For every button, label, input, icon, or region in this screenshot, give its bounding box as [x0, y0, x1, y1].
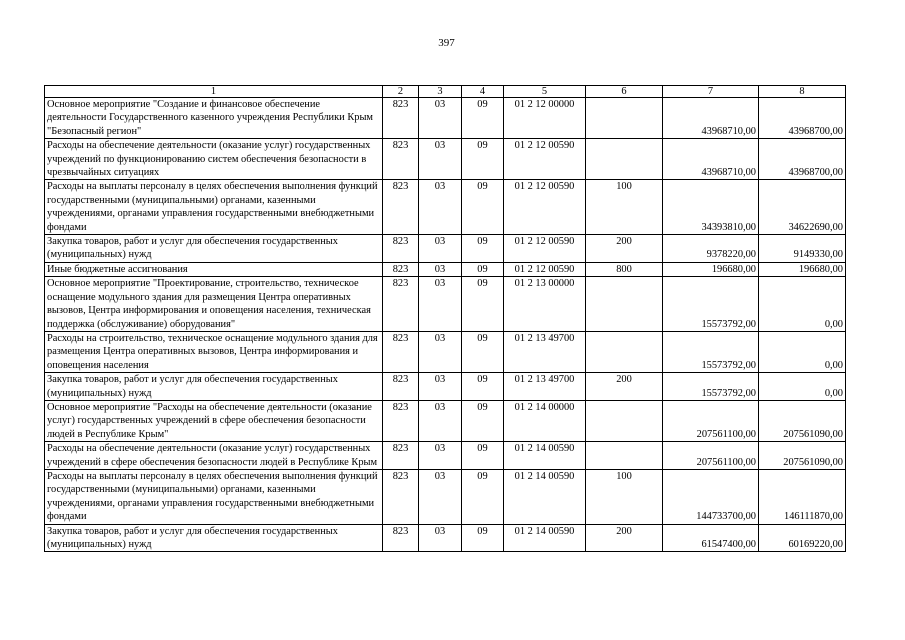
- row-name-cell: Закупка товаров, работ и услуг для обеспечения государственных (муниципальных) нужд: [45, 373, 383, 401]
- row-expense-type-cell: 200: [586, 235, 663, 263]
- table-row: [45, 235, 846, 263]
- row-amount-2-cell: 43968700,00: [759, 98, 846, 139]
- row-subsection-cell: 09: [462, 180, 504, 235]
- row-amount-2-cell: 207561090,00: [759, 442, 846, 470]
- header-cell: 3: [419, 86, 462, 98]
- row-ved-code-cell: 823: [383, 442, 419, 470]
- row-name-cell: Расходы на обеспечение деятельности (оказание услуг) государственных учреждений по функционированию систем обеспечения безопасности в чрезвычайных ситуациях: [45, 139, 383, 180]
- header-cell: 2: [383, 86, 419, 98]
- row-expense-type-cell: [586, 98, 663, 139]
- row-subsection-cell: 09: [462, 139, 504, 180]
- row-expense-type-cell: [586, 277, 663, 332]
- row-amount-1-cell: 43968710,00: [663, 139, 759, 180]
- row-amount-2-cell: 207561090,00: [759, 400, 846, 441]
- row-section-cell: 03: [419, 98, 462, 139]
- row-subsection-cell: 09: [462, 442, 504, 470]
- row-name-cell: Закупка товаров, работ и услуг для обеспечения государственных (муниципальных) нужд: [45, 524, 383, 552]
- row-section-cell: 03: [419, 373, 462, 401]
- row-ved-code-cell: 823: [383, 98, 419, 139]
- row-expense-type-cell: 200: [586, 524, 663, 552]
- table-row: [45, 469, 846, 524]
- row-target-article-cell: 01 2 12 00590: [504, 235, 586, 263]
- row-amount-2-cell: 60169220,00: [759, 524, 846, 552]
- row-ved-code-cell: 823: [383, 400, 419, 441]
- header-cell: 7: [663, 86, 759, 98]
- table-row: [45, 331, 846, 372]
- row-amount-2-cell: 0,00: [759, 277, 846, 332]
- table-row: [45, 139, 846, 180]
- row-name-cell: Закупка товаров, работ и услуг для обеспечения государственных (муниципальных) нужд: [45, 235, 383, 263]
- row-expense-type-cell: 100: [586, 469, 663, 524]
- row-expense-type-cell: [586, 331, 663, 372]
- row-amount-1-cell: 144733700,00: [663, 469, 759, 524]
- row-section-cell: 03: [419, 139, 462, 180]
- header-cell: 4: [462, 86, 504, 98]
- row-section-cell: 03: [419, 235, 462, 263]
- row-amount-1-cell: 34393810,00: [663, 180, 759, 235]
- row-subsection-cell: 09: [462, 373, 504, 401]
- row-section-cell: 03: [419, 277, 462, 332]
- table-row: [45, 98, 846, 139]
- header-cell: 6: [586, 86, 663, 98]
- header-cell: 8: [759, 86, 846, 98]
- row-ved-code-cell: 823: [383, 469, 419, 524]
- row-amount-2-cell: 196680,00: [759, 262, 846, 276]
- page-number: 397: [438, 37, 455, 49]
- row-amount-1-cell: 196680,00: [663, 262, 759, 276]
- row-target-article-cell: 01 2 14 00590: [504, 524, 586, 552]
- row-subsection-cell: 09: [462, 277, 504, 332]
- row-amount-1-cell: 207561100,00: [663, 442, 759, 470]
- row-subsection-cell: 09: [462, 400, 504, 441]
- row-expense-type-cell: [586, 139, 663, 180]
- row-subsection-cell: 09: [462, 469, 504, 524]
- row-subsection-cell: 09: [462, 98, 504, 139]
- row-amount-1-cell: 15573792,00: [663, 331, 759, 372]
- row-ved-code-cell: 823: [383, 277, 419, 332]
- row-target-article-cell: 01 2 12 00000: [504, 98, 586, 139]
- table-row: [45, 524, 846, 552]
- table-row: [45, 262, 846, 276]
- row-expense-type-cell: 800: [586, 262, 663, 276]
- row-target-article-cell: 01 2 13 00000: [504, 277, 586, 332]
- row-name-cell: Расходы на выплаты персоналу в целях обеспечения выполнения функций государственными (муниципальными) органами, казенными учреждениями, органами управления государственными внебюджетными фондами: [45, 180, 383, 235]
- row-subsection-cell: 09: [462, 331, 504, 372]
- row-name-cell: Расходы на строительство, техническое оснащение модульного здания для размещения Центра оперативных вызовов, Центра информирования и оповещения населения: [45, 331, 383, 372]
- table-row: [45, 400, 846, 441]
- row-ved-code-cell: 823: [383, 235, 419, 263]
- row-target-article-cell: 01 2 13 49700: [504, 331, 586, 372]
- row-expense-type-cell: 200: [586, 373, 663, 401]
- row-expense-type-cell: [586, 400, 663, 441]
- row-name-cell: Иные бюджетные ассигнования: [45, 262, 383, 276]
- row-ved-code-cell: 823: [383, 262, 419, 276]
- row-amount-1-cell: 43968710,00: [663, 98, 759, 139]
- row-amount-1-cell: 9378220,00: [663, 235, 759, 263]
- row-target-article-cell: 01 2 14 00000: [504, 400, 586, 441]
- row-amount-1-cell: 61547400,00: [663, 524, 759, 552]
- budget-table: [44, 85, 846, 552]
- row-section-cell: 03: [419, 469, 462, 524]
- row-ved-code-cell: 823: [383, 373, 419, 401]
- row-target-article-cell: 01 2 12 00590: [504, 139, 586, 180]
- row-name-cell: Расходы на выплаты персоналу в целях обеспечения выполнения функций государственными (муниципальными) органами, казенными учреждениями, органами управления государственными внебюджетными фондами: [45, 469, 383, 524]
- header-row: [45, 86, 846, 98]
- row-section-cell: 03: [419, 180, 462, 235]
- table-row: [45, 277, 846, 332]
- row-target-article-cell: 01 2 13 49700: [504, 373, 586, 401]
- header-cell: 5: [504, 86, 586, 98]
- row-name-cell: Расходы на обеспечение деятельности (оказание услуг) государственных учреждений в сфере обеспечения безопасности людей в Республике Крым: [45, 442, 383, 470]
- table-row: [45, 373, 846, 401]
- row-amount-1-cell: 15573792,00: [663, 277, 759, 332]
- table-row: [45, 180, 846, 235]
- row-expense-type-cell: 100: [586, 180, 663, 235]
- row-subsection-cell: 09: [462, 262, 504, 276]
- row-amount-2-cell: 0,00: [759, 331, 846, 372]
- table-row: [45, 442, 846, 470]
- row-name-cell: Основное мероприятие "Создание и финансовое обеспечение деятельности Государственного казенного учреждения Республики Крым "Безопасный регион": [45, 98, 383, 139]
- row-amount-2-cell: 0,00: [759, 373, 846, 401]
- row-target-article-cell: 01 2 12 00590: [504, 180, 586, 235]
- row-target-article-cell: 01 2 12 00590: [504, 262, 586, 276]
- row-section-cell: 03: [419, 262, 462, 276]
- row-section-cell: 03: [419, 331, 462, 372]
- row-ved-code-cell: 823: [383, 524, 419, 552]
- row-subsection-cell: 09: [462, 524, 504, 552]
- row-section-cell: 03: [419, 524, 462, 552]
- row-name-cell: Основное мероприятие "Проектирование, строительство, техническое оснащение модульного здания для размещения Центра оперативных вызовов, Центра информирования и оповещения населения, техническая поддержка (обслуживание) оборудования": [45, 277, 383, 332]
- row-section-cell: 03: [419, 442, 462, 470]
- row-ved-code-cell: 823: [383, 139, 419, 180]
- row-name-cell: Основное мероприятие "Расходы на обеспечение деятельности (оказание услуг) государственных учреждений в сфере обеспечения безопасности людей в Республике Крым": [45, 400, 383, 441]
- row-target-article-cell: 01 2 14 00590: [504, 469, 586, 524]
- row-ved-code-cell: 823: [383, 180, 419, 235]
- row-amount-1-cell: 15573792,00: [663, 373, 759, 401]
- row-section-cell: 03: [419, 400, 462, 441]
- header-cell: 1: [45, 86, 383, 98]
- row-amount-1-cell: 207561100,00: [663, 400, 759, 441]
- row-ved-code-cell: 823: [383, 331, 419, 372]
- row-amount-2-cell: 146111870,00: [759, 469, 846, 524]
- row-expense-type-cell: [586, 442, 663, 470]
- row-amount-2-cell: 9149330,00: [759, 235, 846, 263]
- table-body: [45, 98, 846, 552]
- row-subsection-cell: 09: [462, 235, 504, 263]
- row-target-article-cell: 01 2 14 00590: [504, 442, 586, 470]
- row-amount-2-cell: 34622690,00: [759, 180, 846, 235]
- row-amount-2-cell: 43968700,00: [759, 139, 846, 180]
